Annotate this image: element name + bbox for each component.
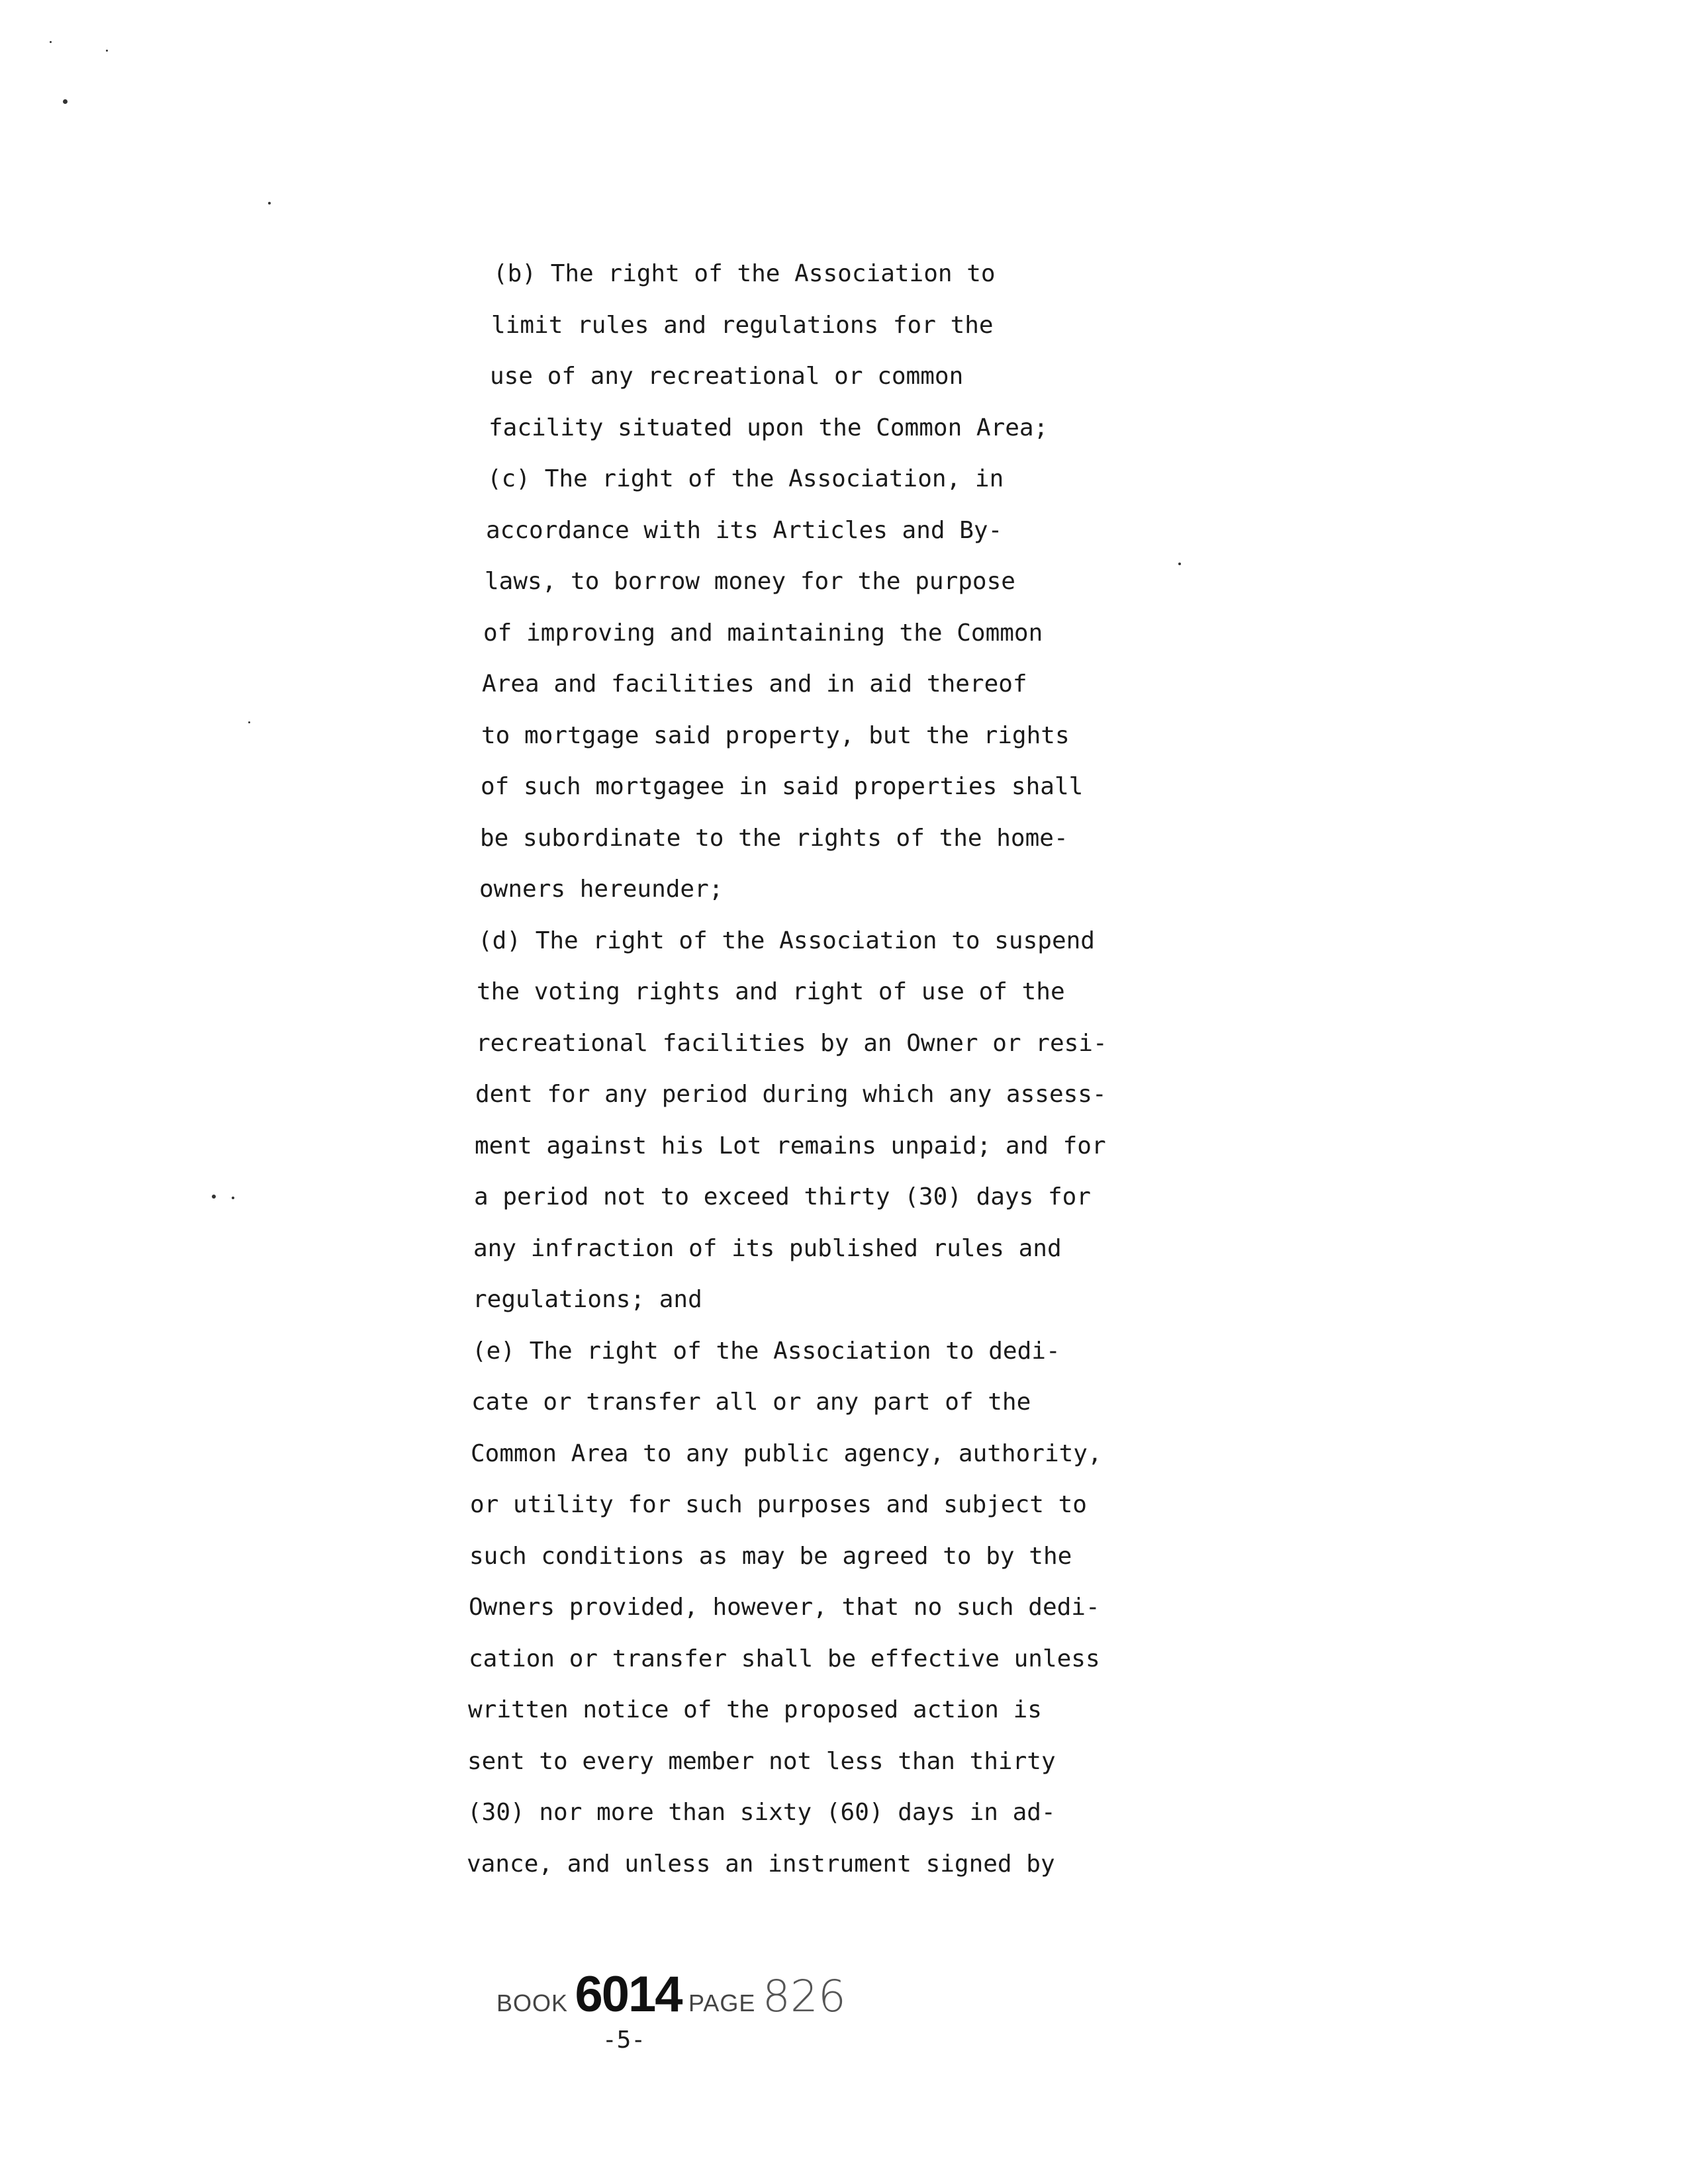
text-line: (b) The right of the Association to [493,260,996,287]
text-line: or utility for such purposes and subject to [470,1491,1087,1518]
text-line: facility situated upon the Common Area; [489,414,1049,441]
text-line: to mortgage said property, but the rights [481,721,1070,749]
text-line: Common Area to any public agency, authority, [471,1439,1102,1467]
scan-speck [232,1197,234,1199]
scan-speck [212,1195,216,1199]
text-line: any infraction of its published rules and [473,1234,1062,1262]
text-line: be subordinate to the rights of the home- [480,824,1068,852]
text-line: such conditions as may be agreed to by the [469,1542,1072,1570]
text-line: (e) The right of the Association to dedi- [472,1337,1060,1365]
text-line: a period not to exceed thirty (30) days for [474,1183,1091,1210]
text-line: of improving and maintaining the Common [483,619,1043,647]
book-label: BOOK [496,1989,569,2017]
text-line: (c) The right of the Association, in [487,465,1004,492]
text-line: limit rules and regulations for the [491,311,994,339]
page-label: PAGE [688,1989,756,2017]
text-line: (d) The right of the Association to suspend [478,927,1095,954]
text-line: use of any recreational or common [490,363,964,390]
text-line: Area and facilities and in aid thereof [482,670,1027,698]
text-line: (30) nor more than sixty (60) days in ad- [467,1799,1056,1826]
text-line: of such mortgagee in said properties shall [481,773,1084,800]
text-line: written notice of the proposed action is [468,1696,1042,1723]
recording-page-number: 826 [762,1971,846,2022]
page-number: -5- [602,2026,646,2054]
recording-stamp [496,1966,846,2023]
text-line: owners hereunder; [479,876,724,903]
scan-speck [106,50,108,52]
text-line: ment against his Lot remains unpaid; and for [475,1132,1106,1160]
text-line: Owners provided, however, that no such dedi- [469,1594,1100,1621]
text-line: vance, and unless an instrument signed by [467,1850,1055,1878]
scan-speck [248,721,250,723]
text-line: laws, to borrow money for the purpose [485,568,1015,595]
scan-speck [50,41,52,43]
book-number: 6014 [575,1966,682,2023]
body-text [463,248,1205,1889]
text-line: dent for any period during which any assess- [475,1081,1107,1108]
text-line: recreational facilities by an Owner or resi- [476,1029,1107,1057]
text-line: accordance with its Articles and By- [486,516,1003,544]
text-line: sent to every member not less than thirty [467,1747,1056,1775]
text-line: cate or transfer all or any part of the [471,1388,1031,1416]
text-line: cation or transfer shall be effective unless [469,1645,1100,1672]
scan-speck [268,202,271,205]
scan-speck [63,99,68,104]
text-line: the voting rights and right of use of the [477,978,1065,1005]
text-line: regulations; and [473,1286,702,1313]
